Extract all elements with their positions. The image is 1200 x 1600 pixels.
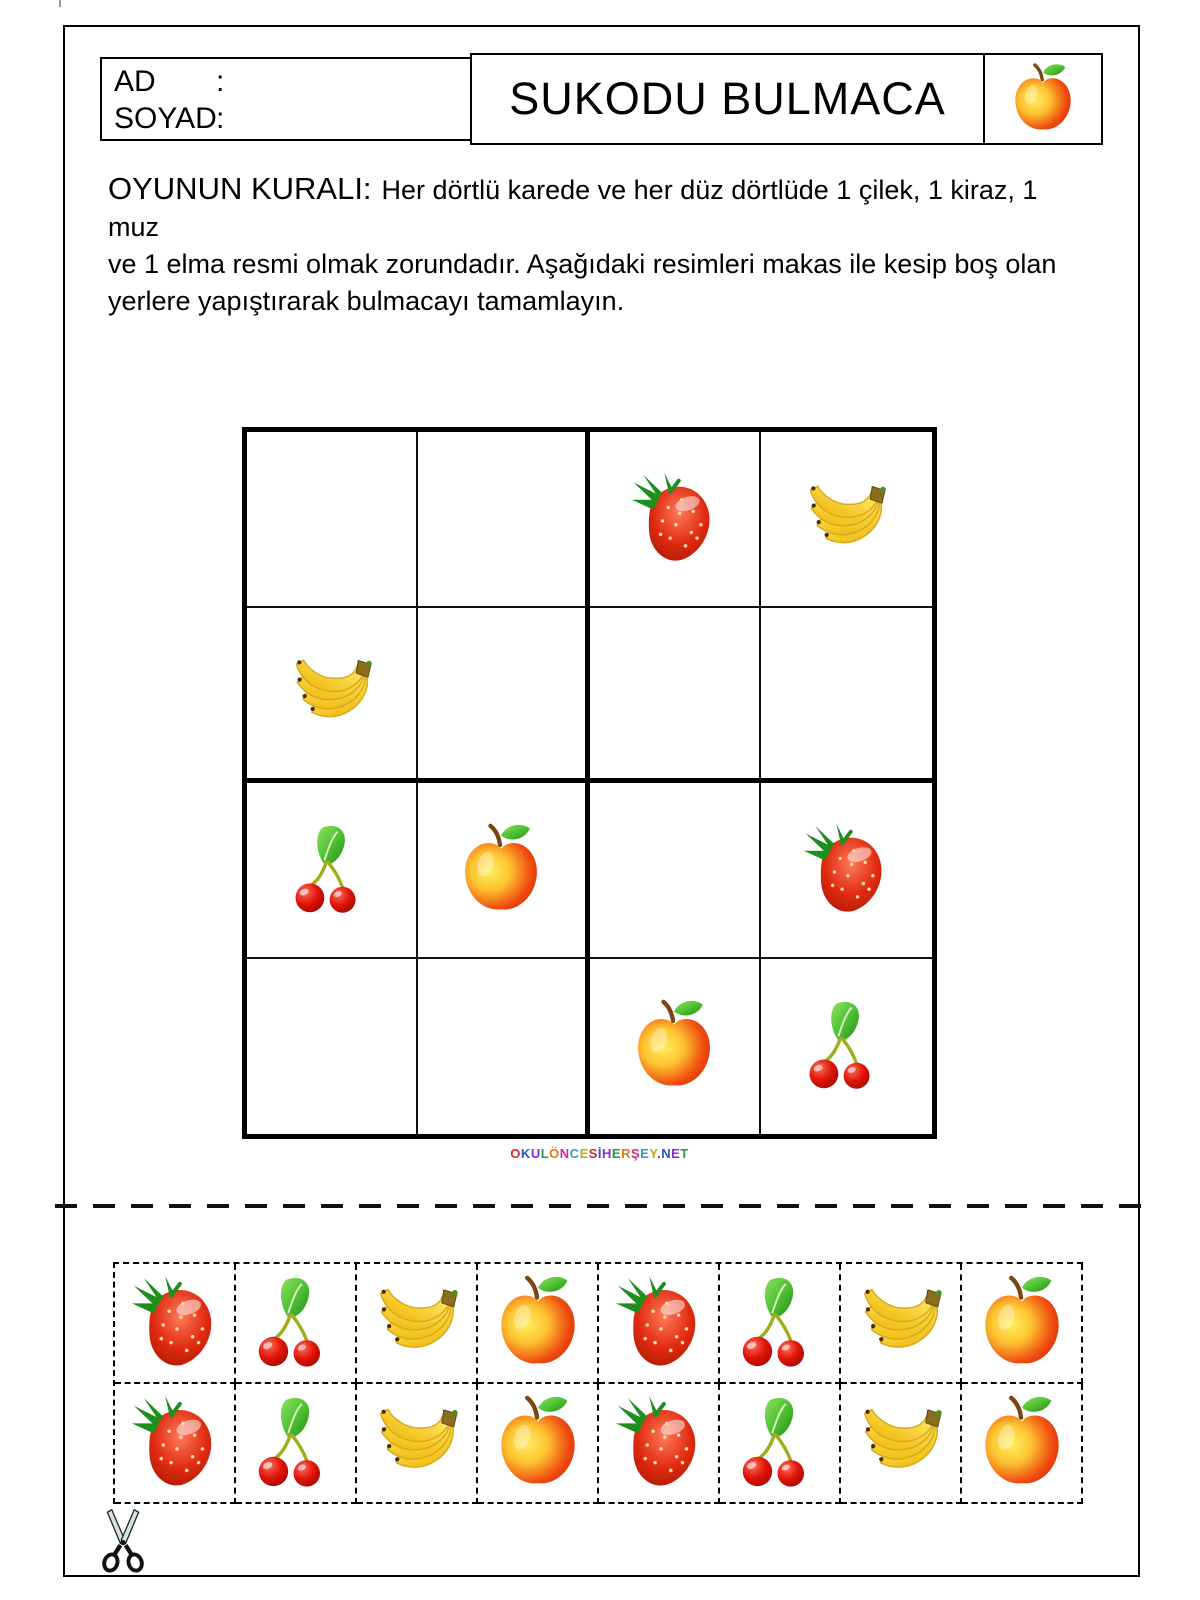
cutout-card[interactable]: [962, 1264, 1083, 1384]
cutout-card[interactable]: [841, 1264, 962, 1384]
instructions-line-3: yerlere yapıştırarak bulmacayı tamamlayın.: [108, 286, 625, 316]
strawberry-icon: [626, 471, 722, 567]
surname-colon: :: [216, 102, 225, 135]
puzzle-cell-r3c4[interactable]: [761, 783, 932, 959]
cherry-icon: [731, 1394, 829, 1492]
apple-icon: [453, 822, 549, 918]
header-title-box: [470, 53, 985, 145]
puzzle-cell-r1c2[interactable]: [418, 432, 589, 608]
cherry-icon: [247, 1274, 345, 1372]
strawberry-icon: [126, 1394, 224, 1492]
header-logo-box: [983, 53, 1103, 145]
cutout-card[interactable]: [115, 1264, 236, 1384]
banana-icon: [368, 1274, 466, 1372]
cherry-icon: [731, 1274, 829, 1372]
apple-icon: [1006, 59, 1080, 139]
puzzle-cell-r2c3[interactable]: [590, 608, 761, 784]
puzzle-cell-r3c2[interactable]: [418, 783, 589, 959]
cutout-card[interactable]: [357, 1384, 478, 1504]
header-name-box: [100, 57, 472, 141]
cutout-card[interactable]: [599, 1384, 720, 1504]
puzzle-grid: [242, 427, 937, 1139]
puzzle-cell-r4c3[interactable]: [590, 959, 761, 1135]
puzzle-cell-r2c1[interactable]: [247, 608, 418, 784]
cutout-card[interactable]: [236, 1384, 357, 1504]
instructions-line-1: OYUNUN KURALI: Her dörtlü karede ve her düz dörtlüde 1 çilek, 1 kiraz, 1 muz: [108, 171, 1038, 242]
puzzle-cell-r3c1[interactable]: [247, 783, 418, 959]
cherry-icon: [284, 822, 380, 918]
cutout-card[interactable]: [236, 1264, 357, 1384]
name-label: AD: [114, 65, 156, 98]
apple-icon: [973, 1274, 1071, 1372]
puzzle-cell-r4c2[interactable]: [418, 959, 589, 1135]
surname-row: [114, 100, 470, 137]
rule-label: OYUNUN KURALI:: [108, 171, 372, 206]
cutout-card[interactable]: [478, 1264, 599, 1384]
crop-mark: [59, 0, 61, 7]
apple-icon: [973, 1394, 1071, 1492]
cherry-icon: [247, 1394, 345, 1492]
cutout-card[interactable]: [115, 1384, 236, 1504]
strawberry-icon: [610, 1394, 708, 1492]
scissors-icon: [97, 1504, 149, 1576]
cutout-card[interactable]: [357, 1264, 478, 1384]
puzzle-cell-r4c1[interactable]: [247, 959, 418, 1135]
apple-icon: [489, 1394, 587, 1492]
banana-icon: [284, 645, 380, 741]
name-row: [114, 63, 470, 100]
instructions: [108, 170, 1088, 320]
cutout-card[interactable]: [720, 1384, 841, 1504]
page-title: SUKODU BULMACA: [509, 73, 946, 124]
puzzle-cell-r2c2[interactable]: [418, 608, 589, 784]
cutout-card[interactable]: [599, 1264, 720, 1384]
banana-icon: [852, 1394, 950, 1492]
instructions-line-2: ve 1 elma resmi olmak zorundadır. Aşağıdaki resimleri makas ile kesip boş olan: [108, 249, 1057, 279]
cutout-card[interactable]: [962, 1384, 1083, 1504]
cherry-icon: [798, 998, 894, 1094]
puzzle-cell-r1c4[interactable]: [761, 432, 932, 608]
apple-icon: [489, 1274, 587, 1372]
banana-icon: [368, 1394, 466, 1492]
banana-icon: [798, 471, 894, 567]
cut-line: [55, 1204, 1147, 1208]
cutout-card[interactable]: [841, 1384, 962, 1504]
puzzle-cell-r1c3[interactable]: [590, 432, 761, 608]
name-colon: :: [216, 65, 225, 98]
banana-icon: [852, 1274, 950, 1372]
surname-label: SOYAD: [114, 102, 217, 135]
strawberry-icon: [610, 1274, 708, 1372]
apple-icon: [626, 998, 722, 1094]
cutout-card[interactable]: [478, 1384, 599, 1504]
watermark: OKULÖNCESİHERŞEY.NET: [510, 1146, 689, 1161]
puzzle-cell-r4c4[interactable]: [761, 959, 932, 1135]
strawberry-icon: [798, 822, 894, 918]
puzzle-cell-r3c3[interactable]: [590, 783, 761, 959]
strawberry-icon: [126, 1274, 224, 1372]
puzzle-cell-r2c4[interactable]: [761, 608, 932, 784]
puzzle-cell-r1c1[interactable]: [247, 432, 418, 608]
cutout-card[interactable]: [720, 1264, 841, 1384]
cutout-grid: [113, 1262, 1083, 1504]
